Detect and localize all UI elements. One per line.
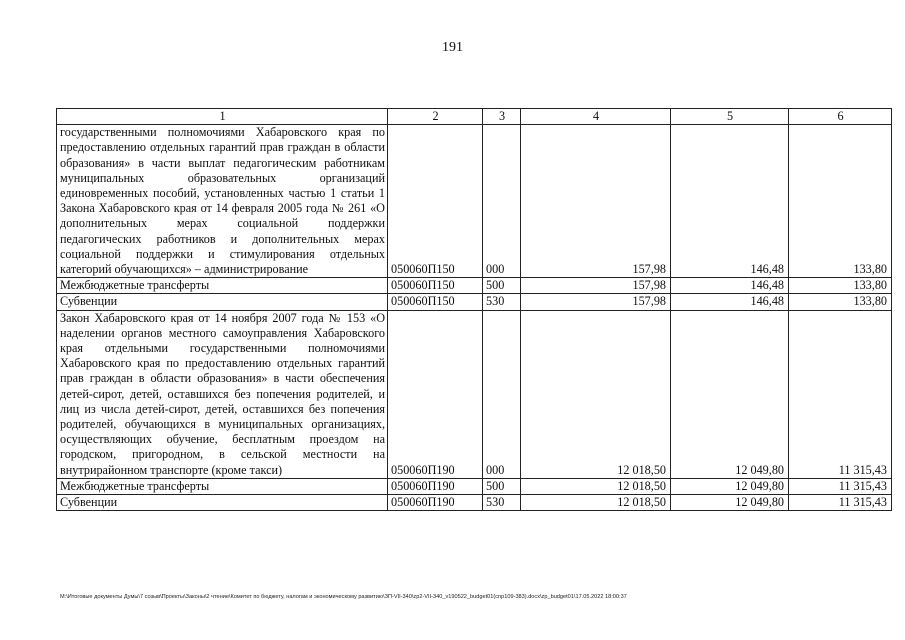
- column-header: 4: [521, 109, 671, 125]
- row-description: Межбюджетные трансферты: [57, 278, 388, 294]
- row-description: Межбюджетные трансферты: [57, 478, 388, 494]
- column-header: 2: [388, 109, 483, 125]
- expense-type-code: 000: [483, 310, 521, 478]
- budget-table: [56, 108, 892, 511]
- expense-type-code: 500: [483, 278, 521, 294]
- column-header: 1: [57, 109, 388, 125]
- footer-file-path: M:\Итоговые документы Думы\7 созыв\Проекты\Законы\2 чтение\Комитет по бюджету, налогам и экономическому развитию\ЗП-VII-340\zp2-VII-340_v190522_budget01(cnp109-383).docx\zp_budget01\17.05.2022 18:00:37: [60, 594, 627, 600]
- target-article-code: 050060П190: [388, 310, 483, 478]
- amount-col-4: 12 018,50: [521, 478, 671, 494]
- target-article-code: 050060П190: [388, 495, 483, 511]
- expense-type-code: 000: [483, 125, 521, 278]
- page-number: 191: [442, 40, 463, 55]
- table-header-row: [57, 109, 892, 125]
- amount-col-5: 12 049,80: [671, 495, 789, 511]
- amount-col-4: 157,98: [521, 294, 671, 310]
- target-article-code: 050060П150: [388, 125, 483, 278]
- table-row: [57, 478, 892, 494]
- amount-col-5: 12 049,80: [671, 478, 789, 494]
- target-article-code: 050060П190: [388, 478, 483, 494]
- table-row: [57, 310, 892, 478]
- target-article-code: 050060П150: [388, 278, 483, 294]
- row-description: Субвенции: [57, 294, 388, 310]
- row-description: государственными полномочиями Хабаровского края по предоставлению отдельных гарантий прав граждан в области образования» в части выплат педагогическим работникам муниципальных образовательных организаций единовременных пособий, установленных частью 1 статьи 1 Закона Хабаровского края от 14 февраля 2005 года № 261 «О дополнительных мерах социальной поддержки педагогических работников и дополнительных мерах социальной поддержки и стимулирования отдельных категорий обучающихся» – администрирование: [57, 125, 388, 278]
- amount-col-6: 11 315,43: [789, 310, 892, 478]
- amount-col-4: 157,98: [521, 278, 671, 294]
- amount-col-5: 146,48: [671, 278, 789, 294]
- amount-col-5: 146,48: [671, 125, 789, 278]
- table-row: [57, 125, 892, 278]
- expense-type-code: 530: [483, 294, 521, 310]
- expense-type-code: 530: [483, 495, 521, 511]
- column-header: 3: [483, 109, 521, 125]
- expense-type-code: 500: [483, 478, 521, 494]
- table-row: [57, 278, 892, 294]
- amount-col-5: 12 049,80: [671, 310, 789, 478]
- column-header: 5: [671, 109, 789, 125]
- amount-col-4: 157,98: [521, 125, 671, 278]
- amount-col-4: 12 018,50: [521, 310, 671, 478]
- amount-col-4: 12 018,50: [521, 495, 671, 511]
- target-article-code: 050060П150: [388, 294, 483, 310]
- row-description: Закон Хабаровского края от 14 ноября 2007 года № 153 «О наделении органов местного самоуправления Хабаровского края отдельными государственными полномочиями Хабаровского края по предоставлению отдельных гарантий прав граждан в области образования» в части обеспечения детей-сирот, детей, оставшихся без попечения родителей, и лиц из числа детей-сирот, детей, оставшихся без попечения родителей, обучающихся в муниципальных организациях, осуществляющих обучение, бесплатным проездом на городском, пригородном, в сельской местности на внутрирайонном транспорте (кроме такси): [57, 310, 388, 478]
- amount-col-6: 133,80: [789, 294, 892, 310]
- table-row: [57, 495, 892, 511]
- amount-col-6: 11 315,43: [789, 495, 892, 511]
- table-row: [57, 294, 892, 310]
- amount-col-6: 11 315,43: [789, 478, 892, 494]
- row-description: Субвенции: [57, 495, 388, 511]
- column-header: 6: [789, 109, 892, 125]
- amount-col-5: 146,48: [671, 294, 789, 310]
- amount-col-6: 133,80: [789, 125, 892, 278]
- amount-col-6: 133,80: [789, 278, 892, 294]
